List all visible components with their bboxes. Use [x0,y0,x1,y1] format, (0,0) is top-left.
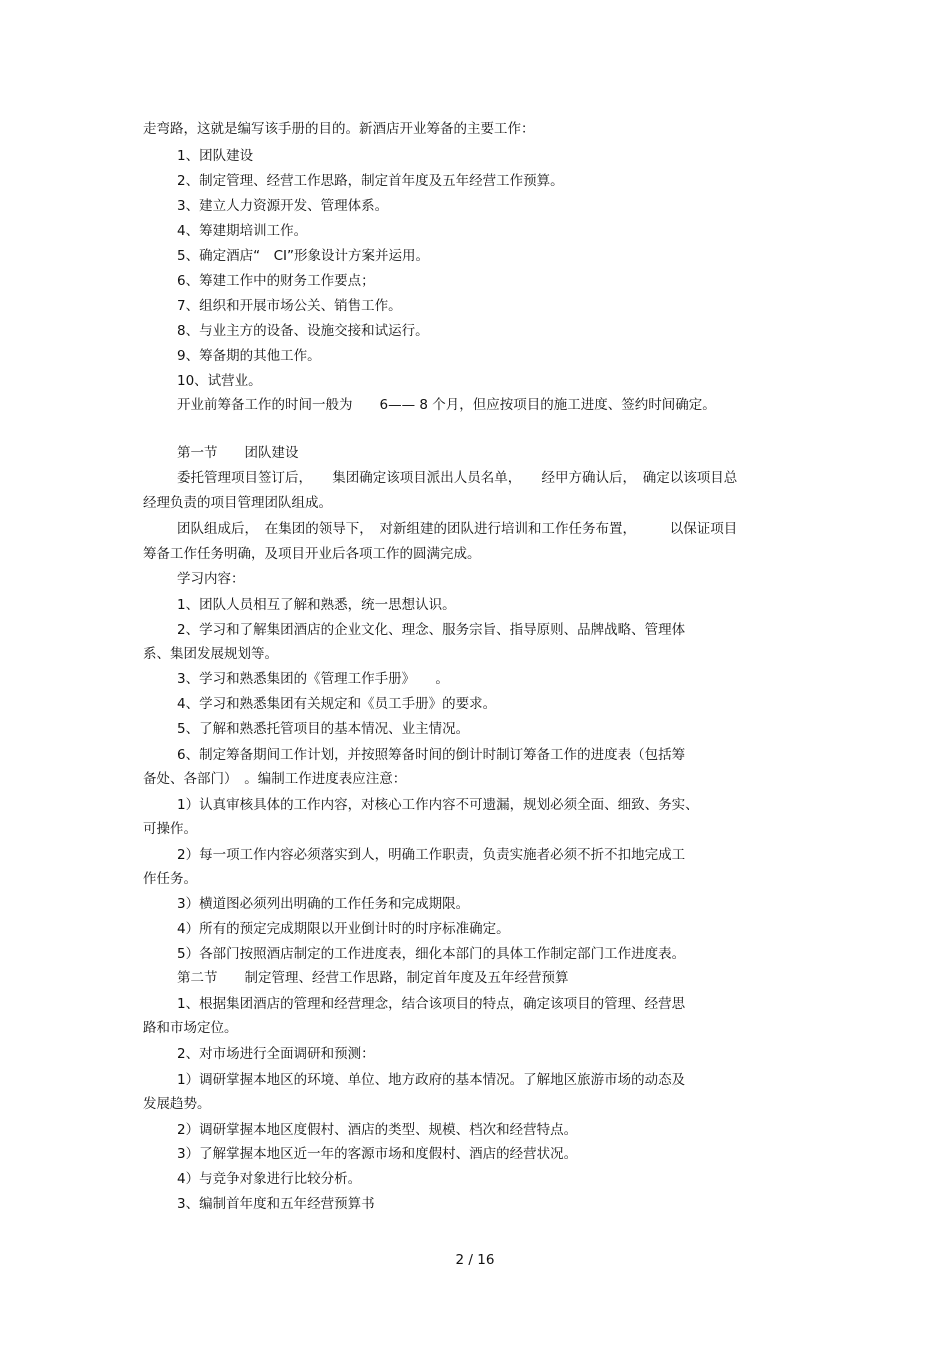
list-item: 备处、各部门） 。编制工作进度表应注意： [143,771,407,787]
list-item: 4、筹建期培训工作。 [177,223,308,239]
list-item: 3）了解掌握本地区近一年的客源市场和度假村、酒店的经营状况。 [177,1146,578,1162]
body-text: 学习内容： [177,571,245,587]
body-text: 团队组成后， 在集团的领导下， 对新组建的团队进行培训和工作任务布置， 以保证项目 [177,521,738,537]
list-item: 2、制定管理、经营工作思路，制定首年度及五年经营工作预算。 [177,173,564,189]
list-item: 6、制定筹备期间工作计划，并按照筹备时间的倒计时制订筹备工作的进度表（包括筹 [177,747,686,763]
body-text: 筹备工作任务明确，及项目开业后各项工作的圆满完成。 [143,546,481,562]
body-text: 走弯路，这就是编写该手册的目的。新酒店开业筹备的主要工作： [143,121,535,137]
list-item: 1、根据集团酒店的管理和经营理念，结合该项目的特点，确定该项目的管理、经营思 [177,996,686,1012]
list-item: 3）横道图必须列出明确的工作任务和完成期限。 [177,896,470,912]
list-item: 系、集团发展规划等。 [143,646,278,662]
list-item: 7、组织和开展市场公关、销售工作。 [177,298,402,314]
body-text: 委托管理项目签订后， 集团确定该项目派出人员名单， 经甲方确认后， 确定以该项目总 [177,470,738,486]
section-heading: 第二节 制定管理、经营工作思路，制定首年度及五年经营预算 [177,970,569,986]
list-item: 10、试营业。 [177,373,262,389]
body-text: 开业前筹备工作的时间一般为 6—— 8 个月，但应按项目的施工进度、签约时间确定。 [177,397,716,413]
list-item: 2、学习和了解集团酒店的企业文化、理念、服务宗旨、指导原则、品牌战略、管理体 [177,622,686,638]
list-item: 1）认真审核具体的工作内容，对核心工作内容不可遗漏，规划必须全面、细致、务实、 [177,797,699,813]
list-item: 5）各部门按照酒店制定的工作进度表，细化本部门的具体工作制定部门工作进度表。 [177,946,686,962]
list-item: 1、团队建设 [177,148,254,164]
list-item: 6、筹建工作中的财务工作要点； [177,273,375,289]
list-item: 1）调研掌握本地区的环境、单位、地方政府的基本情况。了解地区旅游市场的动态及 [177,1072,686,1088]
list-item: 作任务。 [143,871,197,887]
list-item: 3、学习和熟悉集团的《管理工作手册》 。 [177,671,449,687]
list-item: 5、确定酒店“ CI”形象设计方案并运用。 [177,248,429,264]
list-item: 2、对市场进行全面调研和预测： [177,1046,375,1062]
list-item: 4）所有的预定完成期限以开业倒计时的时序标准确定。 [177,921,510,937]
list-item: 3、建立人力资源开发、管理体系。 [177,198,389,214]
list-item: 8、与业主方的设备、设施交接和试运行。 [177,323,429,339]
list-item: 4）与竞争对象进行比较分析。 [177,1171,362,1187]
list-item: 1、团队人员相互了解和熟悉，统一思想认识。 [177,597,456,613]
list-item: 5、了解和熟悉托管项目的基本情况、业主情况。 [177,721,470,737]
body-text: 经理负责的项目管理团队组成。 [143,495,332,511]
section-heading: 第一节 团队建设 [177,445,299,461]
page-number: 2 / 16 [455,1252,495,1268]
list-item: 3、编制首年度和五年经营预算书 [177,1196,375,1212]
list-item: 4、学习和熟悉集团有关规定和《员工手册》的要求。 [177,696,497,712]
list-item: 2）每一项工作内容必须落实到人，明确工作职责，负责实施者必须不折不扣地完成工 [177,847,686,863]
list-item: 发展趋势。 [143,1096,211,1112]
list-item: 2）调研掌握本地区度假村、酒店的类型、规模、档次和经营特点。 [177,1122,578,1138]
list-item: 9、筹备期的其他工作。 [177,348,321,364]
list-item: 路和市场定位。 [143,1020,238,1036]
list-item: 可操作。 [143,821,197,837]
